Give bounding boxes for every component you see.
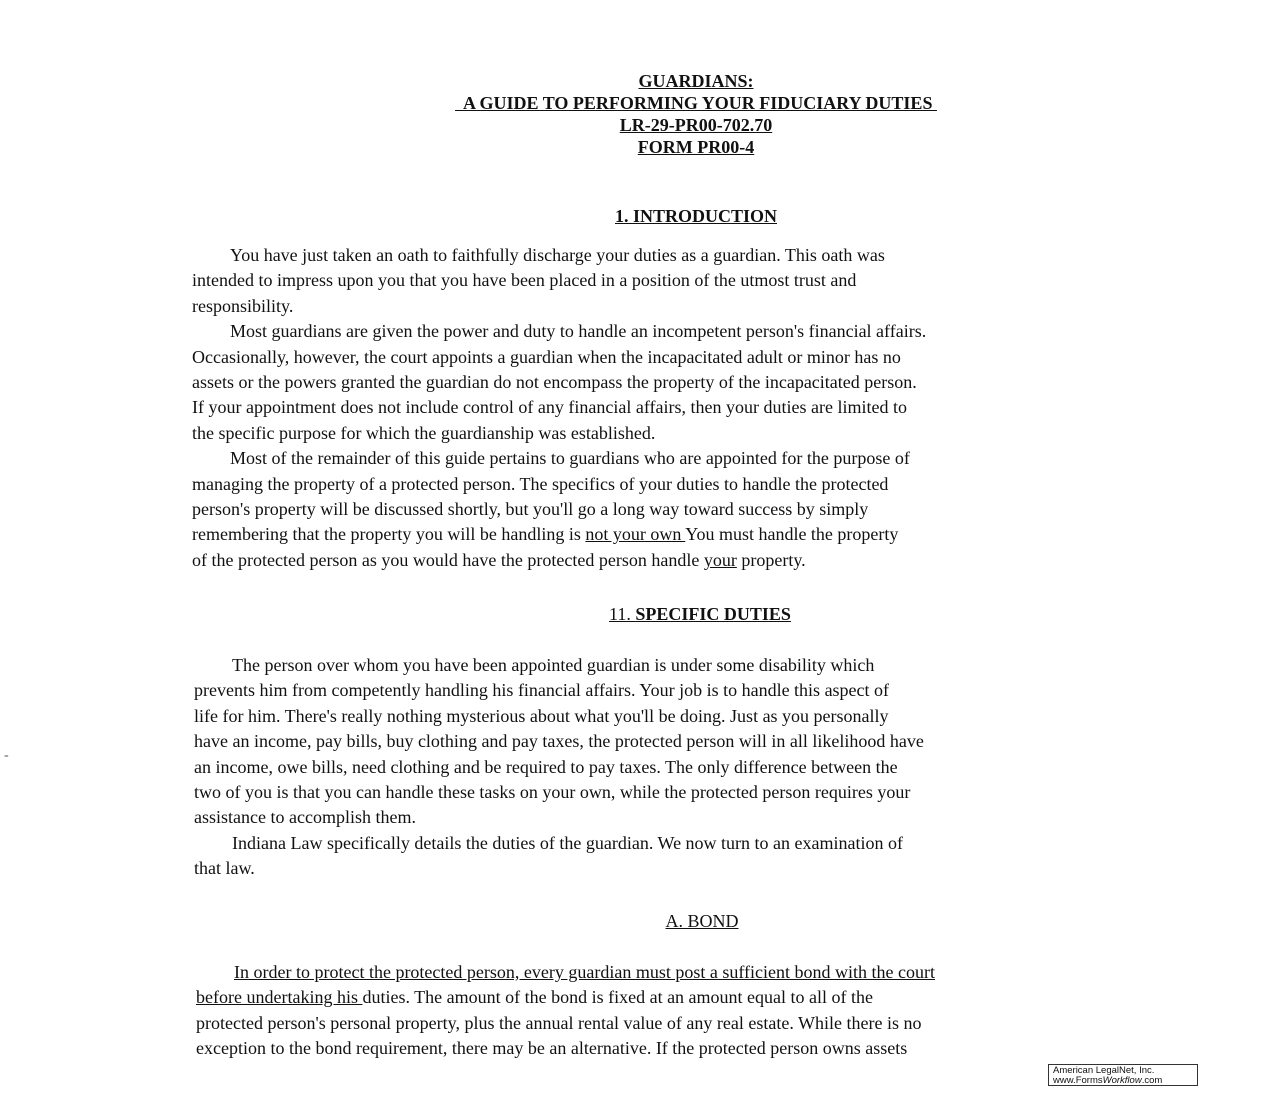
section-heading-specific-duties bbox=[455, 604, 945, 625]
text-line bbox=[192, 522, 1202, 547]
title-guardians: GUARDIANS: bbox=[638, 71, 754, 91]
title-guide: A GUIDE TO PERFORMING YOUR FIDUCIARY DUTIES bbox=[455, 93, 937, 113]
text-line bbox=[196, 960, 1208, 985]
text-line: two of you is that you can handle these tasks on your own, while the protected person requires your bbox=[194, 782, 911, 803]
margin-mark: - bbox=[4, 748, 9, 763]
text-line: life for him. There's really nothing mysterious about what you'll be doing. Just as you personally bbox=[194, 705, 889, 726]
text-line: have an income, pay bills, buy clothing and pay taxes, the protected person will in all likelihood have bbox=[194, 731, 924, 752]
text-line bbox=[192, 548, 1202, 573]
document-title-block bbox=[300, 70, 1092, 158]
text-line: managing the property of a protected person. The specifics of your duties to handle the protected bbox=[192, 473, 889, 494]
bond-section-text bbox=[196, 960, 1208, 1062]
text-line: prevents him from competently handling his financial affairs. Your job is to handle this aspect of bbox=[194, 680, 890, 701]
text-line: Indiana Law specifically details the duties of the guardian. We now turn to an examination of bbox=[232, 832, 904, 853]
text-line: that law. bbox=[194, 858, 255, 879]
text-run: property. bbox=[736, 549, 806, 570]
underlined-before-undertaking: before undertaking his bbox=[196, 987, 363, 1008]
brand-url-part: Workflow bbox=[1102, 1075, 1142, 1086]
text-line: the specific purpose for which the guardianship was established. bbox=[192, 422, 656, 443]
underlined-not-your-own: not your own bbox=[585, 524, 686, 545]
section-heading-introduction: 1. INTRODUCTION bbox=[614, 206, 778, 226]
publisher-brand-box bbox=[1048, 1064, 1198, 1086]
section-heading-bond: A. BOND bbox=[665, 911, 739, 931]
text-line: Occasionally, however, the court appoints a guardian when the incapacitated adult or minor has no bbox=[192, 346, 901, 367]
text-line: intended to impress upon you that you have been placed in a position of the utmost trust and bbox=[192, 270, 857, 291]
text-line bbox=[196, 985, 1208, 1010]
section-number: 11. bbox=[609, 604, 636, 624]
text-line: Most guardians are given the power and duty to handle an incompetent person's financial affairs. bbox=[230, 321, 927, 342]
underlined-bond-requirement: In order to protect the protected person, every guardian must post a sufficient bond with the court bbox=[234, 962, 935, 982]
brand-url-part: .com bbox=[1141, 1075, 1163, 1086]
text-line: assistance to accomplish them. bbox=[194, 807, 416, 828]
specific-duties-section-text bbox=[194, 653, 1209, 882]
brand-url-part: www.Forms bbox=[1053, 1075, 1103, 1086]
introduction-section-text bbox=[192, 243, 1202, 573]
text-line: Most of the remainder of this guide pertains to guardians who are appointed for the purpose of bbox=[230, 448, 910, 469]
text-line: If your appointment does not include control of any financial affairs, then your duties are limited to bbox=[192, 397, 907, 418]
text-line: The person over whom you have been appointed guardian is under some disability which bbox=[232, 655, 875, 675]
text-line: an income, owe bills, need clothing and be required to pay taxes. The only difference between the bbox=[194, 756, 898, 777]
brand-website bbox=[1053, 1076, 1193, 1086]
text-line: exception to the bond requirement, there may be an alternative. If the protected person owns assets bbox=[196, 1038, 908, 1059]
text-run: remembering that the property you will be handling is bbox=[192, 524, 586, 545]
text-line: responsibility. bbox=[192, 295, 294, 316]
title-rule-number: LR-29-PR00-702.70 bbox=[619, 115, 773, 135]
text-run: duties. The amount of the bond is fixed at an amount equal to all of the bbox=[362, 987, 874, 1008]
text-line: protected person's personal property, plus the annual rental value of any real estate. While there is no bbox=[196, 1012, 922, 1033]
brand-company: American LegalNet, Inc. bbox=[1053, 1065, 1155, 1076]
title-form-number: FORM PR00-4 bbox=[637, 137, 755, 157]
section-title: SPECIFIC DUTIES bbox=[635, 604, 791, 624]
text-run: of the protected person as you would have the protected person handle bbox=[192, 549, 704, 570]
text-line: person's property will be discussed shortly, but you'll go a long way toward success by simply bbox=[192, 499, 869, 520]
underlined-your: your bbox=[703, 549, 737, 570]
text-run: You must handle the property bbox=[685, 524, 899, 545]
text-line: You have just taken an oath to faithfully discharge your duties as a guardian. This oath was bbox=[230, 245, 885, 265]
text-line: assets or the powers granted the guardian do not encompass the property of the incapacitated person. bbox=[192, 372, 917, 393]
